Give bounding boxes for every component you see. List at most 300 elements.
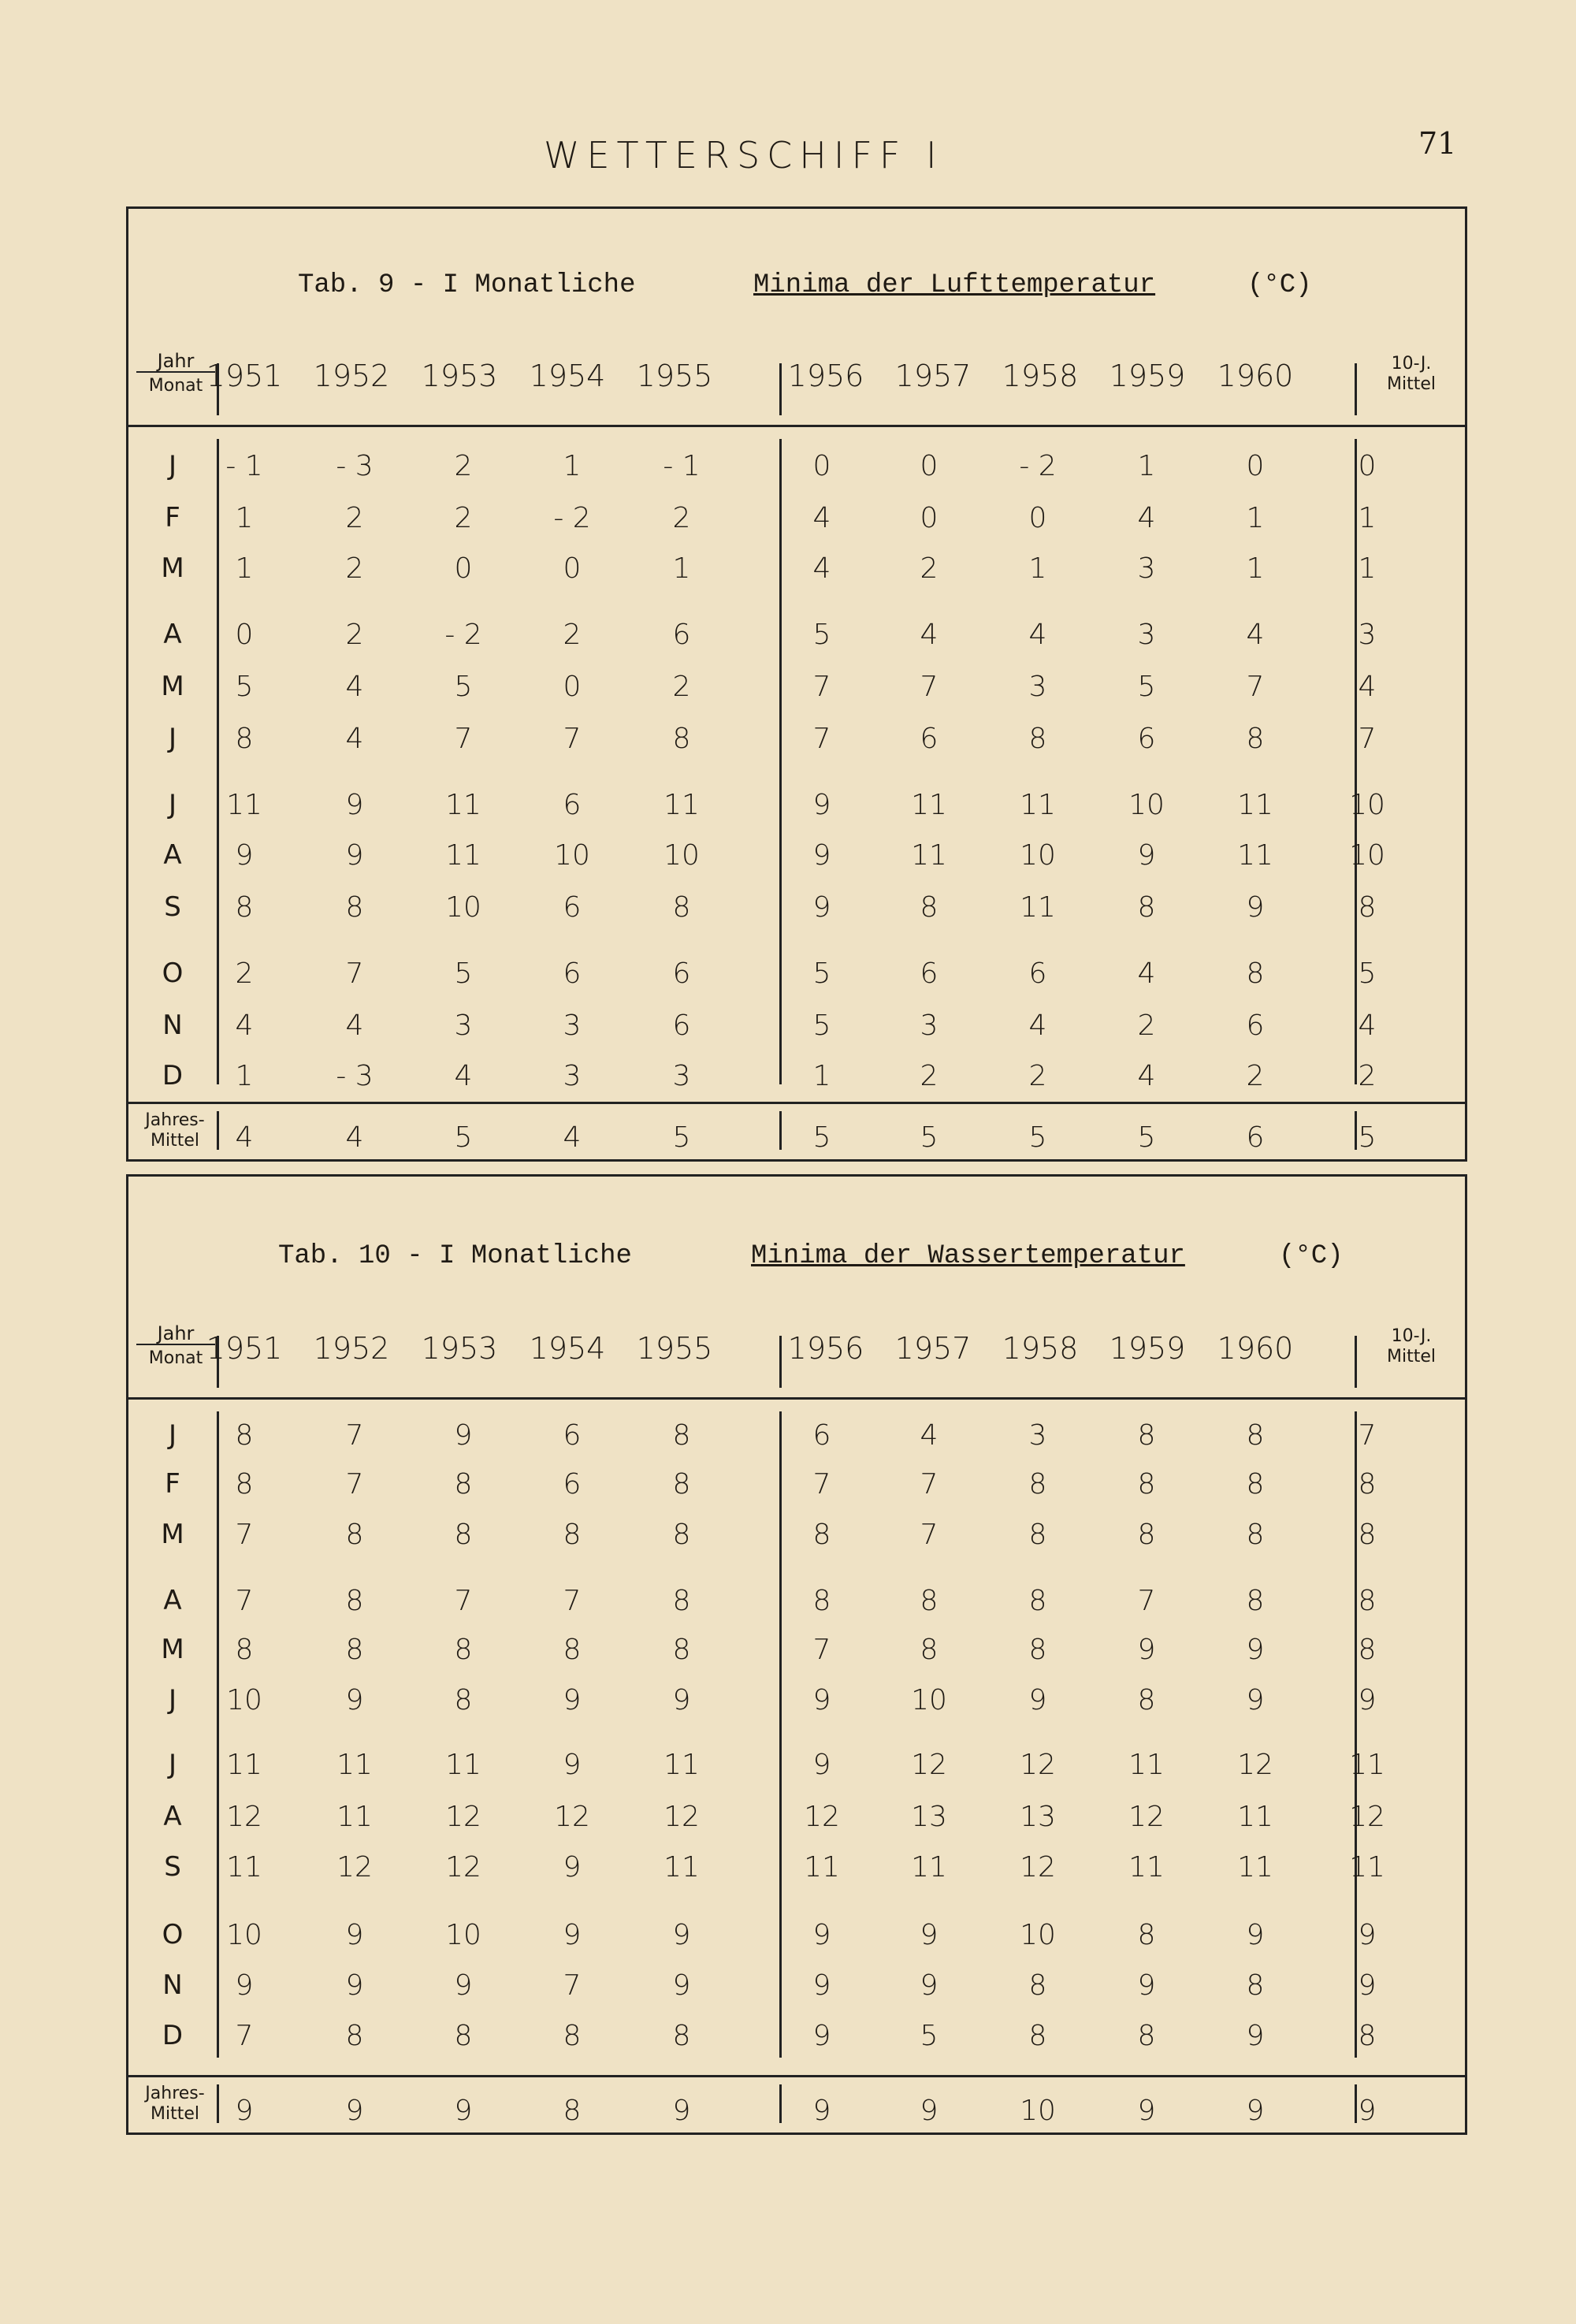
data-cell: 6	[563, 1468, 582, 1500]
data-cell: 3	[1137, 619, 1156, 651]
data-cell: 8	[1358, 891, 1377, 924]
data-cell: - 1	[225, 450, 263, 482]
year-header: 1954	[529, 359, 606, 393]
data-cell: 9	[1358, 1919, 1377, 1951]
data-cell: 9	[812, 1749, 831, 1781]
data-cell: 4	[1246, 619, 1265, 651]
annual-cell: 9	[920, 2095, 939, 2127]
data-cell: 4	[812, 502, 831, 534]
caption-title: Minima der Wassertemperatur	[751, 1241, 1185, 1271]
data-cell: 12	[226, 1801, 262, 1833]
data-cell: 8	[454, 1519, 473, 1551]
data-cell: 8	[1246, 1419, 1265, 1452]
data-cell: 9	[812, 891, 831, 924]
data-cell: 8	[345, 1585, 364, 1617]
data-cell: 9	[1246, 1684, 1265, 1716]
data-cell: 2	[920, 552, 939, 585]
annual-rule	[128, 1102, 1465, 1104]
data-cell: 4	[1137, 502, 1156, 534]
data-cell: 10	[554, 839, 590, 872]
data-cell: 11	[663, 1749, 700, 1781]
data-cell: 6	[920, 723, 939, 755]
data-cell: 10	[1128, 789, 1165, 821]
data-cell: 11	[1128, 1851, 1165, 1883]
data-cell: 7	[235, 1519, 254, 1551]
header-mittel-bottom: Mittel	[1387, 374, 1436, 394]
month-label: M	[161, 552, 184, 584]
data-cell: 11	[226, 1851, 262, 1883]
header-mittel-top: 10-J.	[1391, 1326, 1432, 1346]
year-header: 1953	[421, 1331, 498, 1366]
data-cell: 8	[1028, 723, 1047, 755]
data-cell: 8	[1246, 957, 1265, 990]
data-cell: 12	[1128, 1801, 1165, 1833]
data-cell: 11	[1020, 891, 1056, 924]
data-cell: 6	[812, 1419, 831, 1452]
data-cell: 7	[563, 1969, 582, 2002]
data-cell: 11	[911, 839, 947, 872]
data-cell: 9	[1028, 1684, 1047, 1716]
data-cell: 7	[1358, 1419, 1377, 1452]
label-divider	[217, 1411, 219, 2058]
data-cell: 8	[1137, 1468, 1156, 1500]
data-cell: 12	[336, 1851, 373, 1883]
header-monat: Monat	[148, 376, 203, 396]
data-cell: 7	[920, 1468, 939, 1500]
header-monat: Monat	[148, 1348, 203, 1368]
year-header: 1953	[421, 359, 498, 393]
data-cell: 2	[345, 619, 364, 651]
data-cell: 4	[1358, 1010, 1377, 1042]
year-header: 1959	[1109, 1331, 1186, 1366]
data-cell: 9	[812, 1919, 831, 1951]
data-cell: 3	[1358, 619, 1377, 651]
data-cell: - 2	[1019, 450, 1057, 482]
data-cell: 9	[345, 789, 364, 821]
data-cell: 9	[812, 789, 831, 821]
data-cell: 5	[812, 619, 831, 651]
data-cell: 9	[1137, 839, 1156, 872]
data-cell: 11	[1128, 1749, 1165, 1781]
month-label: N	[162, 1010, 183, 1041]
data-cell: 11	[1237, 839, 1273, 872]
annual-cell: 5	[1137, 1121, 1156, 1154]
data-cell: 11	[911, 789, 947, 821]
data-cell: 7	[812, 1468, 831, 1500]
annual-cell: 5	[812, 1121, 831, 1154]
data-cell: 8	[920, 891, 939, 924]
data-cell: 0	[1028, 502, 1047, 534]
annual-cell: 9	[1137, 2095, 1156, 2127]
data-cell: 4	[812, 552, 831, 585]
data-cell: 6	[563, 1419, 582, 1452]
month-label: A	[163, 1801, 182, 1832]
data-cell: 11	[663, 789, 700, 821]
data-cell: 8	[1358, 1585, 1377, 1617]
data-cell: 9	[1137, 1634, 1156, 1666]
data-cell: 2	[920, 1060, 939, 1092]
data-cell: 9	[672, 1969, 691, 2002]
data-cell: 8	[235, 891, 254, 924]
year-header: 1955	[636, 359, 713, 393]
data-cell: 2	[672, 502, 691, 534]
data-cell: 7	[563, 1585, 582, 1617]
data-cell: 0	[454, 552, 473, 585]
data-cell: 2	[345, 502, 364, 534]
caption-prefix: Tab. 10 - I Monatliche	[278, 1241, 632, 1271]
year-header: 1958	[1002, 359, 1079, 393]
page-header	[0, 126, 1576, 189]
data-cell: 8	[1246, 1519, 1265, 1551]
group-divider	[779, 1411, 782, 2058]
data-cell: 8	[1246, 1585, 1265, 1617]
page-title: WETTERSCHIFF I	[544, 134, 944, 177]
data-cell: 1	[1246, 502, 1265, 534]
data-cell: 7	[1246, 671, 1265, 703]
month-label: F	[165, 502, 180, 534]
annual-cell: 9	[672, 2095, 691, 2127]
month-label: J	[168, 450, 177, 482]
data-cell: 12	[663, 1801, 700, 1833]
caption-unit: (°C)	[1279, 1241, 1344, 1271]
data-cell: 4	[454, 1060, 473, 1092]
data-cell: 9	[672, 1919, 691, 1951]
data-cell: 3	[1028, 671, 1047, 703]
data-cell: 8	[1246, 723, 1265, 755]
data-cell: 7	[345, 1468, 364, 1500]
data-cell: 11	[1237, 789, 1273, 821]
data-cell: 11	[336, 1749, 373, 1781]
data-cell: 13	[1020, 1801, 1056, 1833]
data-cell: 6	[563, 789, 582, 821]
data-cell: 8	[672, 1519, 691, 1551]
year-header: 1957	[894, 359, 972, 393]
data-cell: 9	[563, 1684, 582, 1716]
data-cell: 9	[672, 1684, 691, 1716]
data-cell: 8	[1137, 1419, 1156, 1452]
data-cell: 8	[672, 1585, 691, 1617]
data-cell: 9	[812, 1684, 831, 1716]
data-cell: 1	[812, 1060, 831, 1092]
data-cell: - 1	[663, 450, 701, 482]
data-cell: 6	[1246, 1010, 1265, 1042]
data-cell: 5	[812, 957, 831, 990]
data-cell: 11	[445, 1749, 481, 1781]
mean-divider	[1355, 363, 1357, 415]
annual-cell: 8	[563, 2095, 582, 2127]
data-cell: - 3	[336, 1060, 374, 1092]
data-cell: 6	[1137, 723, 1156, 755]
data-cell: 3	[1028, 1419, 1047, 1452]
data-cell: 8	[920, 1585, 939, 1617]
data-cell: 12	[445, 1851, 481, 1883]
caption-prefix: Tab. 9 - I Monatliche	[298, 270, 636, 300]
annual-cell: 4	[235, 1121, 254, 1154]
data-cell: 7	[454, 723, 473, 755]
data-cell: 8	[1028, 1585, 1047, 1617]
data-cell: 6	[563, 957, 582, 990]
data-cell: 8	[563, 1634, 582, 1666]
annual-cell: 5	[454, 1121, 473, 1154]
header-jahr: Jahr	[136, 351, 215, 373]
annual-cell: 9	[812, 2095, 831, 2127]
data-cell: 5	[920, 2020, 939, 2052]
month-label: J	[168, 1749, 177, 1780]
annual-cell: 5	[672, 1121, 691, 1154]
data-cell: 8	[1246, 1969, 1265, 2002]
data-cell: 9	[920, 1919, 939, 1951]
data-cell: 9	[1246, 1634, 1265, 1666]
data-cell: 9	[1358, 1969, 1377, 2002]
header-rule	[128, 425, 1465, 427]
data-cell: 10	[663, 839, 700, 872]
month-label: J	[168, 723, 177, 754]
data-cell: 9	[345, 1684, 364, 1716]
data-cell: 10	[1349, 839, 1385, 872]
year-header: 1960	[1217, 359, 1294, 393]
year-header: 1959	[1109, 359, 1186, 393]
month-label: M	[161, 1519, 184, 1550]
data-cell: 5	[235, 671, 254, 703]
data-cell: 9	[1246, 2020, 1265, 2052]
data-cell: 7	[812, 671, 831, 703]
data-cell: 7	[235, 1585, 254, 1617]
month-label: A	[163, 839, 182, 871]
data-cell: 8	[1137, 1684, 1156, 1716]
data-cell: 6	[672, 1010, 691, 1042]
data-cell: - 2	[553, 502, 591, 534]
data-cell: 3	[563, 1010, 582, 1042]
data-cell: 2	[1358, 1060, 1377, 1092]
data-cell: 2	[454, 502, 473, 534]
data-cell: 4	[920, 619, 939, 651]
data-cell: 7	[812, 723, 831, 755]
year-header: 1955	[636, 1331, 713, 1366]
data-cell: 6	[672, 619, 691, 651]
data-cell: 9	[454, 1419, 473, 1452]
annual-cell: 9	[1246, 2095, 1265, 2127]
data-cell: 4	[345, 1010, 364, 1042]
data-cell: 4	[1358, 671, 1377, 703]
data-cell: 2	[1246, 1060, 1265, 1092]
data-cell: 8	[1028, 2020, 1047, 2052]
data-cell: 5	[1137, 671, 1156, 703]
data-cell: 7	[920, 1519, 939, 1551]
data-cell: 8	[812, 1519, 831, 1551]
data-cell: 10	[445, 1919, 481, 1951]
header-mittel-top: 10-J.	[1391, 354, 1432, 374]
data-cell: 2	[563, 619, 582, 651]
data-cell: 11	[1237, 1801, 1273, 1833]
month-label: J	[168, 1684, 177, 1716]
data-cell: 4	[235, 1010, 254, 1042]
data-cell: 8	[812, 1585, 831, 1617]
data-cell: 1	[1137, 450, 1156, 482]
data-cell: 8	[1028, 1519, 1047, 1551]
data-cell: 12	[911, 1749, 947, 1781]
data-cell: 3	[672, 1060, 691, 1092]
data-cell: 4	[920, 1419, 939, 1452]
data-cell: 1	[235, 502, 254, 534]
annual-cell: 4	[563, 1121, 582, 1154]
mean-divider	[1355, 1411, 1357, 2058]
month-label: S	[164, 1851, 181, 1883]
data-cell: 8	[563, 2020, 582, 2052]
data-cell: 0	[920, 450, 939, 482]
data-cell: 11	[226, 1749, 262, 1781]
table-air-temperature-minima	[126, 206, 1467, 1162]
data-cell: 6	[563, 891, 582, 924]
annual-cell: 6	[1246, 1121, 1265, 1154]
data-cell: 0	[235, 619, 254, 651]
data-cell: 1	[1358, 502, 1377, 534]
data-cell: 11	[336, 1801, 373, 1833]
data-cell: 8	[235, 1419, 254, 1452]
data-cell: 8	[672, 1419, 691, 1452]
annual-cell: 10	[1020, 2095, 1056, 2127]
data-cell: 0	[1246, 450, 1265, 482]
month-label: M	[161, 1634, 184, 1665]
data-cell: 8	[454, 1468, 473, 1500]
data-cell: - 3	[336, 450, 374, 482]
annual-cell: 9	[345, 2095, 364, 2127]
data-cell: 0	[563, 552, 582, 585]
month-label: A	[163, 619, 182, 650]
data-cell: 8	[1028, 1634, 1047, 1666]
data-cell: 8	[672, 891, 691, 924]
month-label: F	[165, 1468, 180, 1500]
month-label: A	[163, 1585, 182, 1616]
data-cell: 7	[1358, 723, 1377, 755]
data-cell: 12	[554, 1801, 590, 1833]
data-cell: 9	[563, 1851, 582, 1883]
data-cell: 5	[812, 1010, 831, 1042]
month-label: D	[162, 1060, 184, 1091]
caption-title: Minima der Lufttemperatur	[753, 270, 1156, 300]
year-header: 1951	[206, 1331, 283, 1366]
header-mittel-bottom: Mittel	[1387, 1347, 1436, 1367]
data-cell: 11	[445, 789, 481, 821]
data-cell: 10	[1020, 839, 1056, 872]
annual-cell: 9	[235, 2095, 254, 2127]
data-cell: 12	[1020, 1851, 1056, 1883]
data-cell: 7	[1137, 1585, 1156, 1617]
data-cell: 9	[345, 839, 364, 872]
data-cell: 4	[1137, 1060, 1156, 1092]
annual-label-bottom: Mittel	[151, 1131, 199, 1151]
data-cell: 9	[920, 1969, 939, 2002]
data-cell: 11	[1237, 1851, 1273, 1883]
month-label: N	[162, 1969, 183, 2001]
data-cell: 11	[1349, 1851, 1385, 1883]
data-cell: 10	[1349, 789, 1385, 821]
header-jahr: Jahr	[136, 1323, 215, 1345]
month-label: O	[162, 1919, 184, 1950]
data-cell: 3	[454, 1010, 473, 1042]
data-cell: 8	[920, 1634, 939, 1666]
data-cell: 7	[454, 1585, 473, 1617]
header-rule	[128, 1397, 1465, 1400]
data-cell: 1	[235, 1060, 254, 1092]
annual-cell: 5	[1028, 1121, 1047, 1154]
data-cell: 0	[1358, 450, 1377, 482]
month-label: J	[168, 789, 177, 820]
data-cell: 2	[1028, 1060, 1047, 1092]
data-cell: 9	[1358, 1684, 1377, 1716]
data-cell: 13	[911, 1801, 947, 1833]
year-header: 1960	[1217, 1331, 1294, 1366]
data-cell: 8	[672, 723, 691, 755]
data-cell: 9	[345, 1969, 364, 2002]
data-cell: 1	[1246, 552, 1265, 585]
data-cell: 2	[454, 450, 473, 482]
data-cell: 8	[672, 2020, 691, 2052]
data-cell: 8	[1246, 1468, 1265, 1500]
month-label: O	[162, 957, 184, 989]
data-cell: - 2	[444, 619, 482, 651]
data-cell: 8	[1137, 1519, 1156, 1551]
data-cell: 10	[226, 1919, 262, 1951]
data-cell: 6	[1028, 957, 1047, 990]
year-header: 1957	[894, 1331, 972, 1366]
data-cell: 10	[1020, 1919, 1056, 1951]
data-cell: 9	[454, 1969, 473, 2002]
data-cell: 12	[1349, 1801, 1385, 1833]
data-cell: 9	[235, 839, 254, 872]
data-cell: 9	[812, 1969, 831, 2002]
data-cell: 8	[1358, 1468, 1377, 1500]
data-cell: 8	[235, 1634, 254, 1666]
data-cell: 11	[911, 1851, 947, 1883]
data-cell: 5	[454, 957, 473, 990]
data-cell: 9	[1246, 1919, 1265, 1951]
year-header: 1952	[313, 359, 390, 393]
data-cell: 8	[235, 1468, 254, 1500]
annual-rule	[128, 2075, 1465, 2077]
data-cell: 9	[563, 1919, 582, 1951]
data-cell: 8	[454, 2020, 473, 2052]
year-header: 1956	[787, 359, 864, 393]
annual-label-top: Jahres-	[145, 1110, 205, 1130]
data-cell: 12	[804, 1801, 840, 1833]
data-cell: 8	[1358, 1634, 1377, 1666]
year-header: 1954	[529, 1331, 606, 1366]
data-cell: 7	[563, 723, 582, 755]
data-cell: 8	[345, 1519, 364, 1551]
data-cell: 8	[1137, 891, 1156, 924]
data-cell: 10	[911, 1684, 947, 1716]
data-cell: 8	[1028, 1468, 1047, 1500]
data-cell: 9	[1246, 891, 1265, 924]
year-header: 1951	[206, 359, 283, 393]
data-cell: 8	[1028, 1969, 1047, 2002]
month-label: S	[164, 891, 181, 923]
data-cell: 1	[563, 450, 582, 482]
mean-divider	[1355, 1336, 1357, 1388]
data-cell: 8	[345, 2020, 364, 2052]
data-cell: 6	[920, 957, 939, 990]
data-cell: 8	[672, 1634, 691, 1666]
page-number: 71	[1418, 126, 1457, 161]
data-cell: 7	[920, 671, 939, 703]
data-cell: 0	[563, 671, 582, 703]
data-cell: 7	[812, 1634, 831, 1666]
month-label: J	[168, 1419, 177, 1451]
data-cell: 9	[345, 1919, 364, 1951]
data-cell: 1	[235, 552, 254, 585]
data-cell: 10	[445, 891, 481, 924]
data-cell: 5	[1358, 957, 1377, 990]
